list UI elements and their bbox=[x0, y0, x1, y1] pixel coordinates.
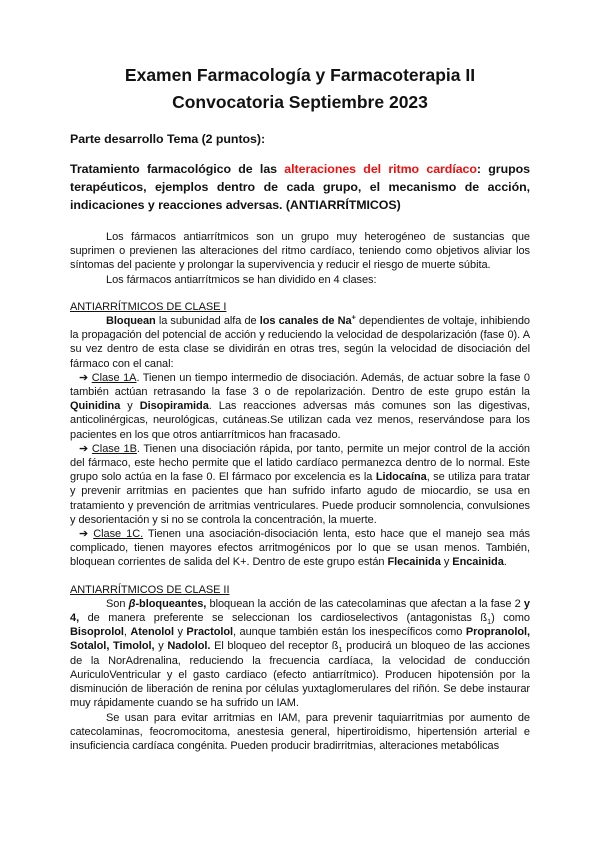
paragraph bbox=[70, 230, 530, 273]
text-run: ANTIARRÍTMICOS DE CLASE II bbox=[70, 583, 230, 596]
text-run: . Tienen un tiempo intermedio de disociación. Además, de actuar sobre la fase 0 también actúan retrasando la fase 3 o de repolarización. Dentro de este grupo están la bbox=[70, 371, 530, 399]
text-run: y bbox=[440, 556, 453, 569]
text-run: la subunidad alfa de bbox=[155, 315, 260, 328]
text-run: , bbox=[123, 626, 131, 639]
text-run: producirá un bloqueo de las acciones de la NorAdrenalina, reduciendo la frecuencia cardíaca, la velocidad de conducción AuriculoVentricular y el gasto cardiaco (efecto antiarrítmico). Producen hipotensión por la disminución de liberación de renina por células yuxtaglomerulares del riñón. Se debe instaurar muy rápidamente cuando se ha sufrido un IAM. bbox=[70, 640, 530, 710]
text-run: los canales de Na bbox=[259, 315, 352, 328]
text-run: Clase 1C. bbox=[93, 528, 144, 541]
text-run: Bisoprolol bbox=[70, 626, 124, 639]
title-line-2: Convocatoria Septiembre 2023 bbox=[172, 92, 428, 112]
paragraph bbox=[70, 314, 530, 371]
paragraph bbox=[70, 527, 530, 570]
paragraph bbox=[70, 371, 530, 442]
text-run: Tienen una asociación-disociación lenta, esto hace que el manejo sea más complicado, tienen mayores efectos arritmogénicos por lo que se usan menos. También, bloquean corrientes de salida del K+. Dentro de este grupo están bbox=[70, 528, 530, 569]
text-run: Disopiramida bbox=[139, 400, 209, 413]
text-run: , se utiliza para tratar y prevenir arritmias en pacientes que han sufrido infarto agudo de miocardio, se usa en tratamiento y prevención de arritmias ventriculares. Puede producir somnolencia, convulsiones y desorientación y si no se controla la concentración, la muerte. bbox=[70, 471, 530, 526]
paragraph bbox=[70, 160, 530, 214]
text-run: Los fármacos antiarrítmicos se han dividido en 4 clases: bbox=[106, 273, 377, 286]
text-run: Bloquean bbox=[106, 315, 156, 328]
text-run: ) como bbox=[491, 612, 530, 625]
text-run: , aunque también están los inespecíficos como bbox=[233, 626, 466, 639]
arrow-bullet-icon: ➔ bbox=[79, 528, 94, 541]
text-run: El bloqueo del receptor ß bbox=[210, 640, 339, 653]
document-title bbox=[70, 62, 530, 116]
document-body bbox=[70, 132, 530, 753]
text-run: + bbox=[351, 312, 356, 322]
text-run: y bbox=[120, 400, 140, 413]
text-run: Clase 1B bbox=[91, 442, 137, 455]
text-run: . Tienen una disociación rápida, por tanto, permite un mejor control de la acción del fármaco, este hecho permite que el latido cardíaco permanezca dentro de lo normal. Este grupo solo actúa en la fase 0. El fármaco por excelencia es la bbox=[70, 442, 530, 484]
text-run: -bloqueantes, bbox=[135, 597, 207, 610]
text-run: Los fármacos antiarrítmicos son un grupo muy heterogéneo de sustancias que suprimen o previenen las alteraciones del ritmo cardíaco, teniendo como objetivos aliviar los síntomas del paciente y prolongar la supervivencia y reducir el riesgo de muerte súbita. bbox=[70, 231, 530, 272]
text-run: ANTIARRÍTMICOS DE CLASE I bbox=[70, 300, 227, 313]
text-run: . bbox=[503, 556, 507, 569]
text-run: Clase 1A bbox=[91, 371, 137, 384]
text-run: : grupos terapéuticos, ejemplos dentro de cada grupo, el mecanismo de acción, indicaciones y reacciones adversas. (ANTIARRÍTMICOS) bbox=[70, 162, 530, 212]
text-run: Flecainida bbox=[387, 556, 441, 569]
paragraph bbox=[70, 597, 530, 711]
text-run: dependientes de voltaje, inhibiendo la propagación del potencial de acción y reduciendo la velocidad de despolarización (fase 0). A su vez dentro de esta clase se dividirán en otras tres, según la velocidad de disociación del fármaco con el canal: bbox=[70, 315, 530, 370]
text-run: Propranolol, Sotalol, Timolol, bbox=[70, 626, 531, 653]
title-line-1: Examen Farmacología y Farmacoterapia II bbox=[124, 65, 476, 85]
text-run: alteraciones del ritmo cardíaco bbox=[284, 162, 477, 176]
arrow-bullet-icon: ➔ bbox=[79, 371, 92, 384]
paragraph bbox=[70, 442, 530, 527]
text-run: Son bbox=[106, 597, 129, 610]
text-run: Parte desarrollo Tema (2 puntos): bbox=[70, 132, 266, 146]
text-run: β bbox=[128, 597, 136, 610]
text-run: Tratamiento farmacológico de las bbox=[70, 162, 285, 176]
text-run: Encainida bbox=[452, 556, 504, 569]
text-run: 1 bbox=[487, 617, 492, 627]
paragraph bbox=[70, 273, 530, 287]
text-run: 1 bbox=[338, 645, 343, 655]
text-run: Lidocaína bbox=[375, 471, 427, 484]
text-run: Se usan para evitar arritmias en IAM, para prevenir taquiarritmias por aumento de catecolaminas, feocromocitoma, anestesia general, hipertiroidismo, hipertensión arterial e insuficiencia cardíaca congénita. Pueden producir bradirritmias, alteraciones metabólicas bbox=[70, 711, 530, 752]
section-heading bbox=[70, 583, 530, 597]
text-run: bloquean la acción de las catecolaminas que afectan a la fase 2 bbox=[206, 597, 524, 610]
text-run: Atenolol bbox=[130, 626, 174, 639]
text-run: y bbox=[154, 640, 168, 653]
paragraph bbox=[70, 132, 530, 147]
paragraph bbox=[70, 711, 530, 754]
section-heading bbox=[70, 300, 530, 314]
arrow-bullet-icon: ➔ bbox=[79, 442, 92, 455]
text-run: y bbox=[174, 626, 187, 639]
text-run: Nadolol. bbox=[167, 640, 211, 653]
text-run: de manera preferente se seleccionan los cardioselectivos (antagonistas ß bbox=[79, 612, 488, 625]
text-run: . Las reacciones adversas más comunes son las digestivas, anticolinérgicas, neurológicas, cutáneas.Se utilizan cada vez menos, reservándose para los pacientes en los que otros antiarrítmicos han fracasado. bbox=[70, 400, 530, 441]
text-run: Practolol bbox=[186, 626, 234, 639]
text-run: Quinidina bbox=[70, 400, 121, 413]
text-run: y 4, bbox=[70, 597, 530, 625]
